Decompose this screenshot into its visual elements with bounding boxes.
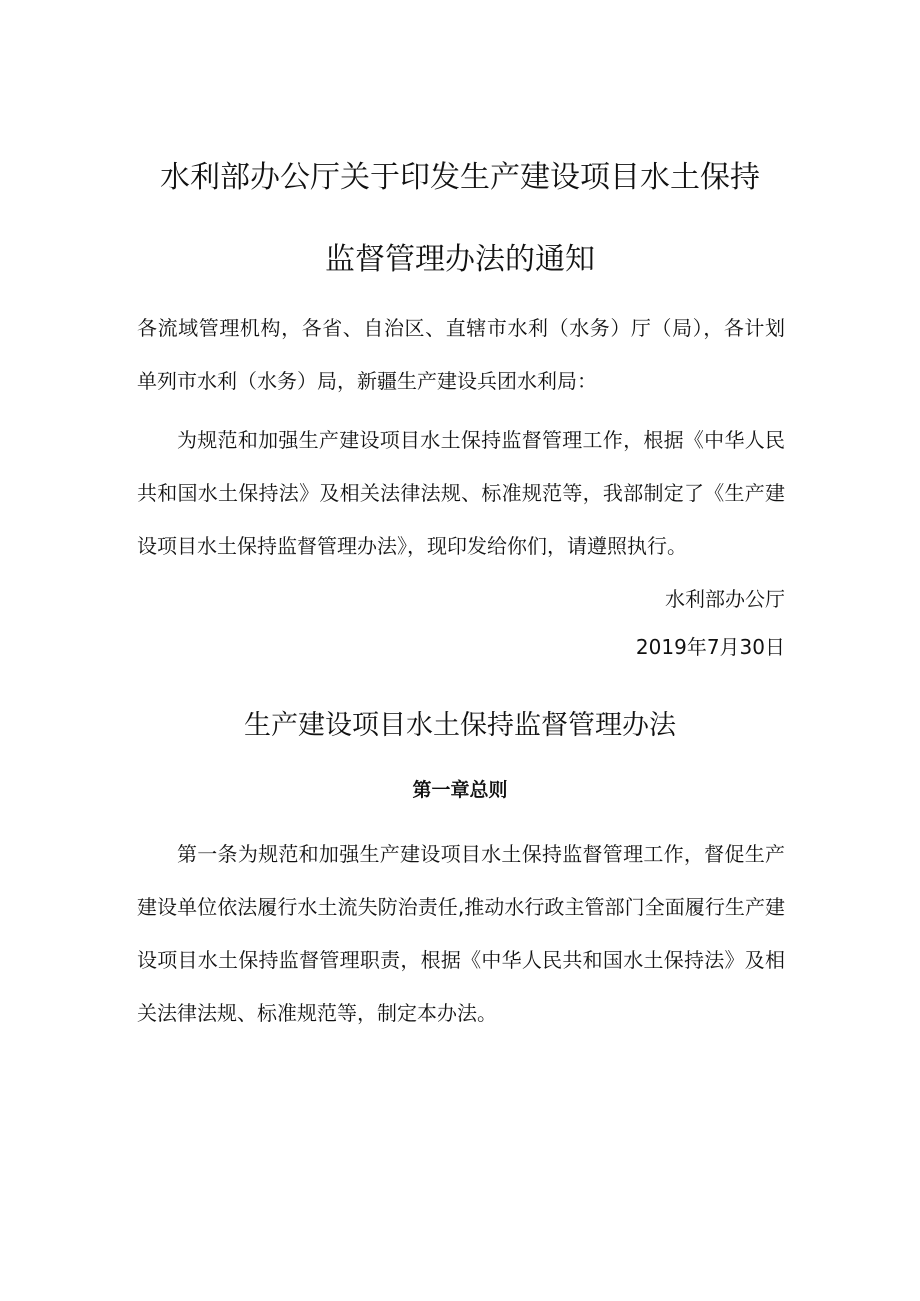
addressee-text: 各流域管理机构，各省、自治区、直辖市水利（水务）厅（局），各计划单列市水利（水务）局，新疆生产建设兵团水利局： xyxy=(137,316,785,393)
chapter-heading: 第一章总则 xyxy=(412,779,508,801)
addressee-block xyxy=(137,302,785,408)
notice-title-line-1: 水利部办公厅关于印发生产建设项目水土保持 xyxy=(160,160,760,195)
article-block xyxy=(137,828,785,1040)
notice-body-paragraph: 为规范和加强生产建设项目水土保持监督管理工作，根据《中华人民共和国水土保持法》及相关法律法规、标准规范等，我部制定了《生产建设项目水土保持监督管理办法》，现印发给你们，请遵照执行。 xyxy=(137,428,785,558)
notice-title-line-2: 监督管理办法的通知 xyxy=(325,242,595,277)
notice-body-block xyxy=(137,414,785,573)
signature-date: 2019年7月30日 xyxy=(635,635,785,659)
annex-title: 生产建设项目水土保持监督管理办法 xyxy=(244,710,676,741)
article-1-paragraph: 第一条为规范和加强生产建设项目水土保持监督管理工作，督促生产建设单位依法履行水土流失防治责任,推动水行政主管部门全面履行生产建设项目水土保持监督管理职责，根据《中华人民共和国水土保持法》及相关法律法规、标准规范等，制定本办法。 xyxy=(137,842,785,1025)
signature-organization: 水利部办公厅 xyxy=(665,587,785,611)
